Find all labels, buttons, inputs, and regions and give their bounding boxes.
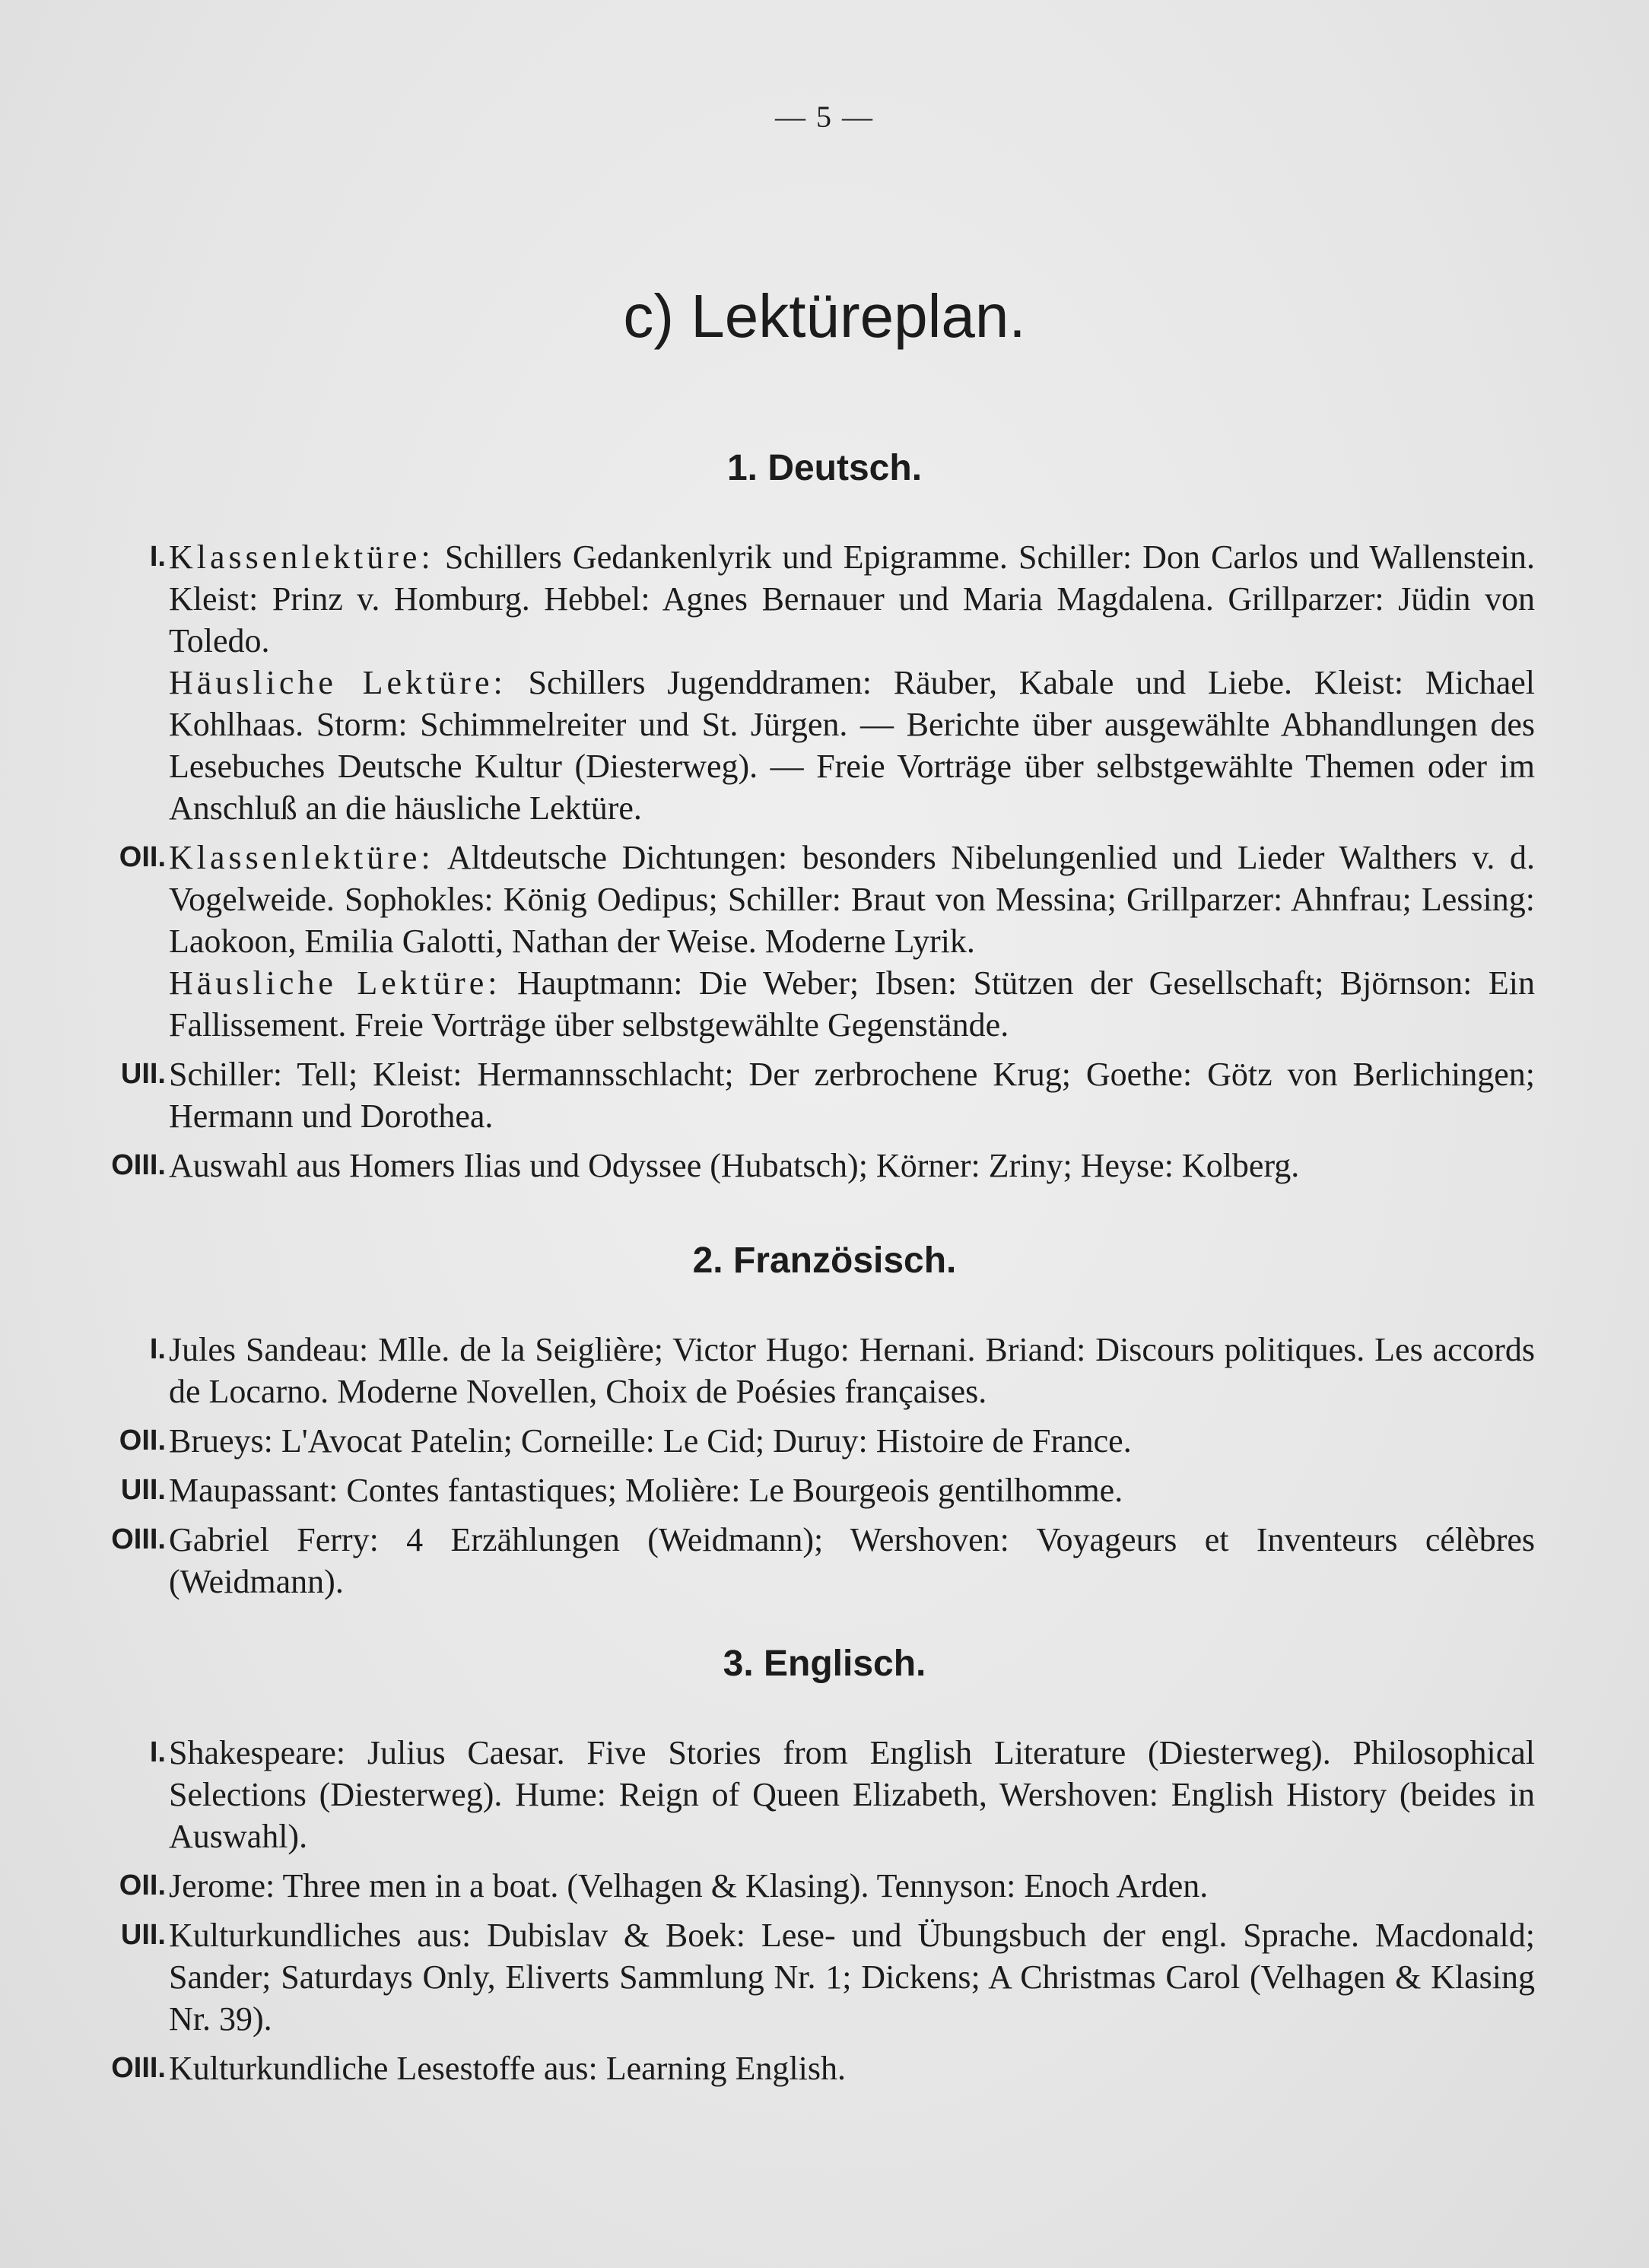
category-label: Häusliche Lektüre: [169,664,507,701]
reading-list: Altdeutsche Dichtungen: besonders Nibelungenlied und Lieder Walthers v. d. Vogelweide. Sophokles: König Oedipus; Schiller: Braut von Messina; Grillparzer: Ahnfrau; Lessing: Laokoon, Emilia Galotti, Nathan der Weise. Moderne Lyrik. [169,839,1535,960]
entry-text [169,536,1535,662]
reading-list: Jules Sandeau: Mlle. de la Seiglière; Victor Hugo: Hernani. Briand: Discours politiques. Les accords de Locarno. Moderne Novellen, Choix de Poésies françaises. [169,1331,1535,1410]
reading-list: Auswahl aus Homers Ilias und Odyssee (Hubatsch); Körner: Zriny; Heyse: Kolberg. [169,1147,1300,1184]
list-item [0,1145,1649,1186]
entry-text [169,837,1535,962]
class-label: UII. [120,1919,166,1951]
class-label: I. [149,541,166,573]
reading-list: Brueys: L'Avocat Patelin; Corneille: Le Cid; Duruy: Histoire de France. [169,1422,1132,1460]
class-label: I. [149,1333,166,1365]
reading-list: Hauptmann: Die Weber; Ibsen: Stützen der Gesellschaft; Björnson: Ein Fallissement. Freie Vorträge über selbstgewählte Gegenstände. [169,964,1535,1043]
list-item [0,1519,1649,1603]
category-label: Häusliche Lektüre: [169,964,501,1002]
reading-list: Gabriel Ferry: 4 Erzählungen (Weidmann); Wershoven: Voyageurs et Inventeurs célèbres (Weidmann). [169,1521,1535,1600]
list-item [0,536,1649,829]
list-item [0,1914,1649,2040]
reading-list: Schillers Jugenddramen: Räuber, Kabale und Liebe. Kleist: Michael Kohlhaas. Storm: Schimmelreiter und St. Jürgen. — Berichte über ausgewählte Abhandlungen des Lesebuches Deutsche Kultur (Diesterweg). — Freie Vorträge über selbstgewählte Themen oder im Anschluß an die häusliche Lektüre. [169,664,1535,827]
class-label: OIII. [111,2052,166,2084]
reading-list: Maupassant: Contes fantastiques; Molière: Le Bourgeois gentilhomme. [169,1472,1123,1509]
section-heading: 3. Englisch. [723,1644,926,1684]
entry-text [169,962,1535,1046]
class-label: OII. [119,1425,166,1456]
class-label: OIII. [111,1523,166,1555]
section-englisch [0,1643,1649,2089]
list-item [0,2047,1649,2089]
category-label: Klassenlektüre: [169,839,434,876]
section-deutsch [0,447,1649,1186]
class-label: OII. [119,1869,166,1901]
class-label: I. [149,1736,166,1768]
class-label: UII. [120,1474,166,1506]
reading-list: Kulturkundliches aus: Dubislav & Boek: Lese- und Übungsbuch der engl. Sprache. Macdonald; Sander; Saturdays Only, Eliverts Sammlung Nr. 1; Dickens; A Christmas Carol (Velhagen & Klasing Nr. 39). [169,1917,1535,2038]
section-heading: 2. Französisch. [692,1240,957,1281]
reading-list: Schillers Gedankenlyrik und Epigramme. Schiller: Don Carlos und Wallenstein. Kleist: Prinz v. Homburg. Hebbel: Agnes Bernauer und Maria Magdalena. Grillparzer: Jüdin von Toledo. [169,538,1536,659]
page-number: — 5 — [775,100,874,134]
page-title: c) Lektüreplan. [623,282,1026,350]
class-label: OIII. [111,1149,166,1181]
list-item [0,1420,1649,1462]
category-label: Klassenlektüre: [169,538,434,576]
reading-list: Schiller: Tell; Kleist: Hermannsschlacht; Der zerbrochene Krug; Goethe: Götz von Berlichingen; Hermann und Dorothea. [169,1056,1535,1135]
reading-list: Shakespeare: Julius Caesar. Five Stories from English Literature (Diesterweg). Philosophical Selections (Diesterweg). Hume: Reign of Queen Elizabeth, Wershoven: English History (beides in Auswahl). [169,1734,1535,1855]
list-item [0,1329,1649,1412]
section-heading: 1. Deutsch. [726,448,923,488]
entry-text [169,662,1535,829]
section-franzoesisch [0,1240,1649,1603]
list-item [0,1053,1649,1137]
list-item [0,1469,1649,1511]
list-item [0,837,1649,1046]
class-label: OII. [119,841,166,873]
reading-list: Jerome: Three men in a boat. (Velhagen & Klasing). Tennyson: Enoch Arden. [169,1867,1209,1904]
class-label: UII. [120,1058,166,1090]
reading-list: Kulturkundliche Lesestoffe aus: Learning English. [169,2050,846,2087]
list-item [0,1732,1649,1857]
list-item [0,1865,1649,1907]
